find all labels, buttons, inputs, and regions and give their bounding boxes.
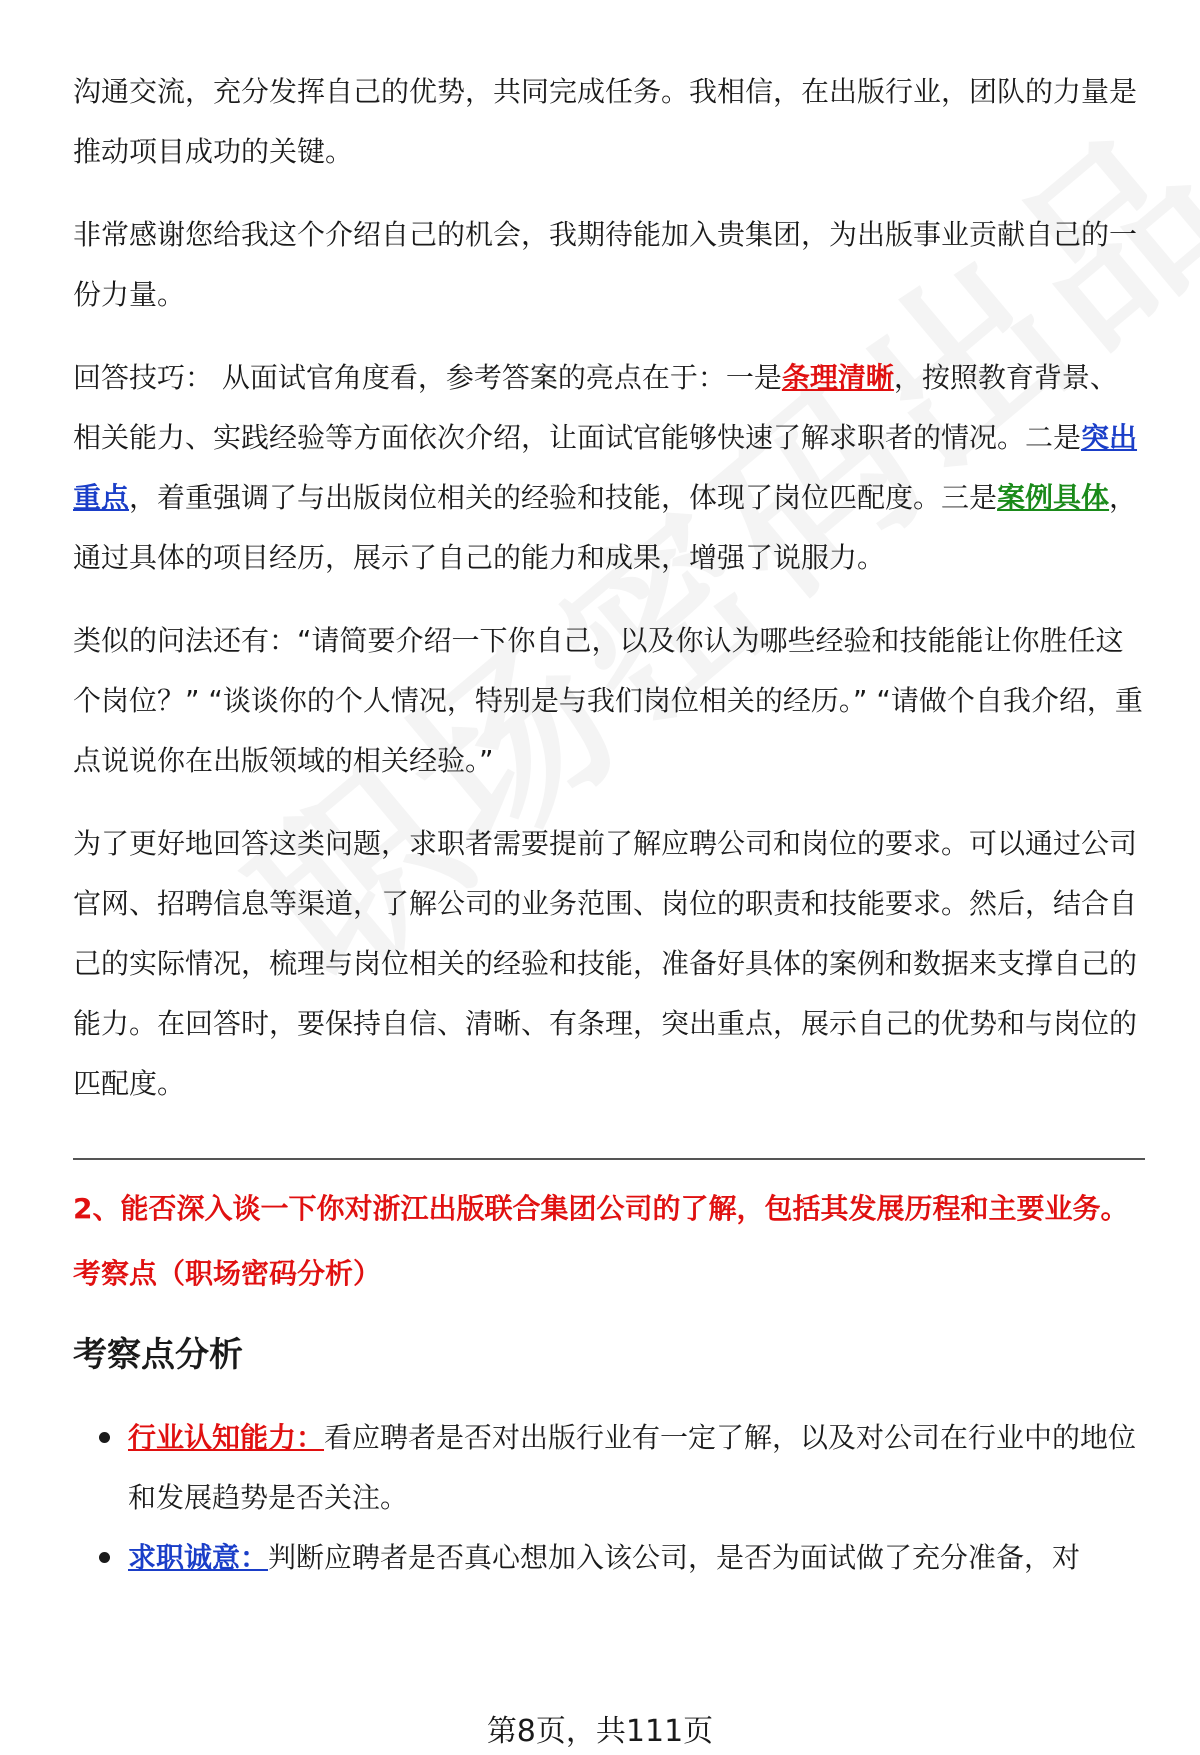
page-footer: 第8页，共111页 — [486, 1714, 714, 1749]
point-text: 判断应聘者是否真心想加入该公司，是否为面试做了充分准备，对 — [268, 1541, 1081, 1574]
tips-text-1: 回答技巧： 从面试官角度看，参考答案的亮点在于：一是 — [73, 361, 782, 394]
question-title: 2、能否深入谈一下你对浙江出版联合集团公司的了解，包括其发展历程和主要业务。 — [73, 1192, 1129, 1225]
analysis-list — [73, 1408, 1145, 1588]
tips-text-3: ，着重强调了与出版岗位相关的经验和技能，体现了岗位匹配度。三是 — [129, 481, 998, 514]
list-item — [73, 1528, 1145, 1588]
bullet-icon — [99, 1552, 110, 1563]
list-item — [73, 1408, 1145, 1528]
paragraph-thanks: 非常感谢您给我这个介绍自己的机会，我期待能加入贵集团，为出版事业贡献自己的一份力量。 — [73, 218, 1138, 311]
point-label: 求职诚意： — [128, 1541, 269, 1574]
tips-text-4: ，通过具体的项目经历，展示了自己的能力和成果，增强了说服力。 — [73, 481, 1138, 574]
analysis-heading: 考察点分析 — [73, 1335, 243, 1375]
section-divider — [73, 1158, 1145, 1160]
paragraph-teamwork: 沟通交流，充分发挥自己的优势，共同完成任务。我相信，在出版行业，团队的力量是推动项目成功的关键。 — [73, 75, 1138, 168]
paragraph-advice: 为了更好地回答这类问题，求职者需要提前了解应聘公司和岗位的要求。可以通过公司官网、招聘信息等渠道，了解公司的业务范围、岗位的职责和技能要求。然后，结合自己的实际情况，梳理与岗位相关的经验和技能，准备好具体的案例和数据来支撑自己的能力。在回答时，要保持自信、清晰、有条理，突出重点，展示自己的优势和与岗位的匹配度。 — [73, 827, 1138, 1100]
document-page — [73, 62, 1145, 1588]
highlight-concrete: 案例具体 — [997, 481, 1110, 514]
highlight-focus: 突出重点 — [73, 421, 1138, 514]
tips-text-2: ，按照教育背景、相关能力、实践经验等方面依次介绍，让面试官能够快速了解求职者的情况。二是 — [73, 361, 1118, 454]
paragraph-answer-tips — [73, 348, 1145, 588]
point-text: 看应聘者是否对出版行业有一定了解，以及对公司在行业中的地位和发展趋势是否关注。 — [128, 1421, 1137, 1514]
paragraph-similar-questions: 类似的问法还有：“请简要介绍一下你自己，以及你认为哪些经验和技能能让你胜任这个岗位？” “谈谈你的个人情况，特别是与我们岗位相关的经历。” “请做个自我介绍，重点说说你在出版领域的相关经验。” — [73, 624, 1143, 777]
point-label: 行业认知能力： — [128, 1421, 325, 1454]
highlight-organized: 条理清晰 — [781, 361, 894, 394]
question-subtitle: 考察点（职场密码分析） — [73, 1257, 382, 1290]
bullet-icon — [99, 1432, 110, 1443]
